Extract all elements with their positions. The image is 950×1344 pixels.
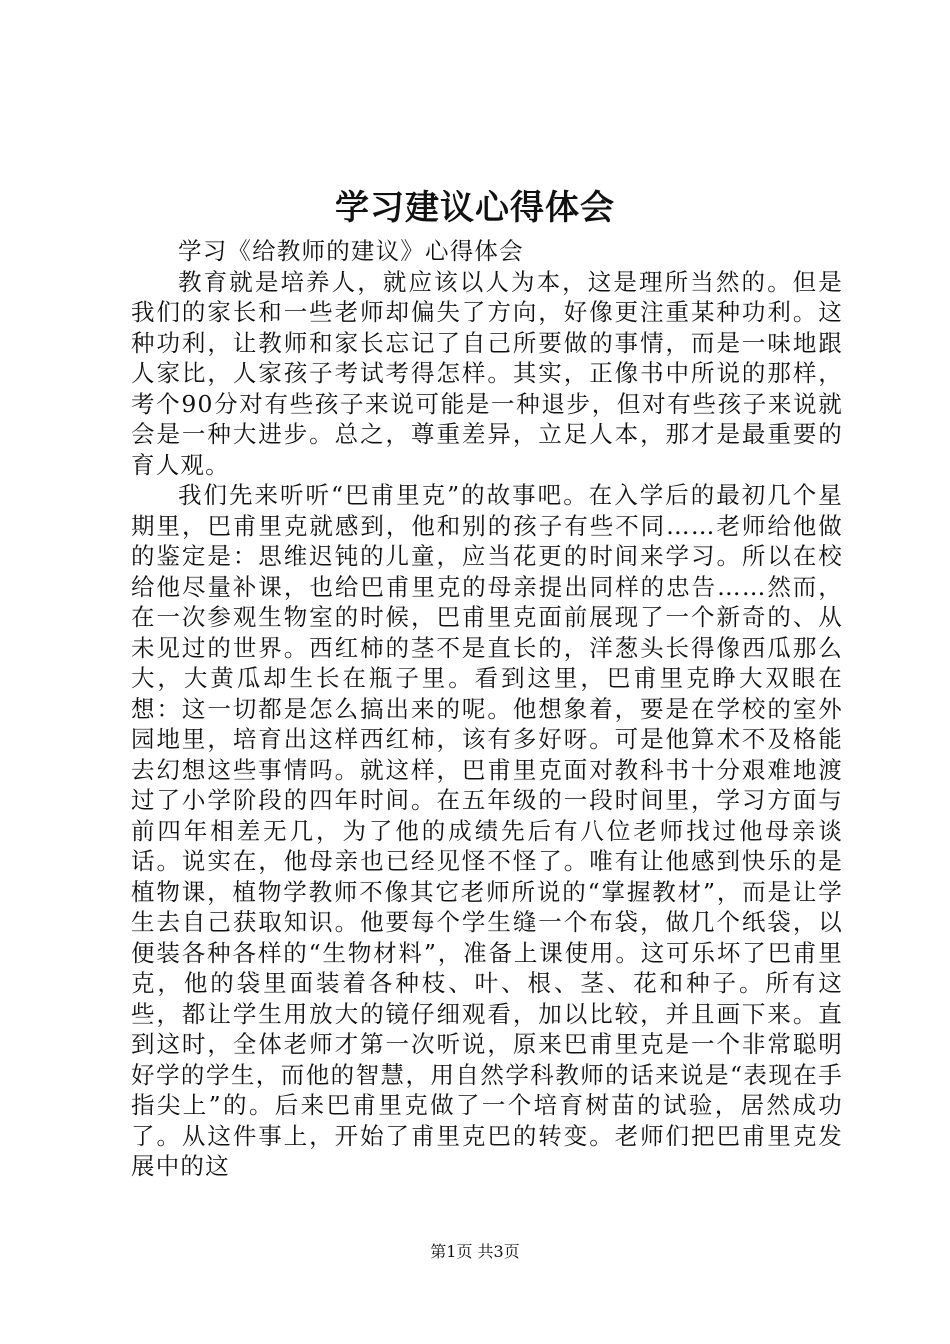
page-footer: 第1页 共3页 <box>430 1242 520 1261</box>
paragraph-1: 教育就是培养人，就应该以人为本，这是理所当然的。但是我们的家长和一些老师却偏失了方向，好像更注重某种功利。这种功利，让教师和家长忘记了自己所要做的事情，而是一味地跟人家比，人家孩子考试考得怎样。其实，正像书中所说的那样，考个90分对有些孩子来说可能是一种退步，但对有些孩子来说就会是一种大进步。总之，尊重差异，立足人本，那才是最重要的育人观。 <box>131 267 843 479</box>
paragraph-2: 我们先来听听“巴甫里克”的故事吧。在入学后的最初几个星期里，巴甫里克就感到，他和别的孩子有些不同……老师给他做的鉴定是：思维迟钝的儿童，应当花更的时间来学习。所以在校给他尽量补课，也给巴甫里克的母亲提出同样的忠告……然而，在一次参观生物室的时候，巴甫里克面前展现了一个新奇的、从未见过的世界。西红柿的茎不是直长的，洋葱头长得像西瓜那么大，大黄瓜却生长在瓶子里。看到这里，巴甫里克睁大双眼在想：这一切都是怎么搞出来的呢。他想象着，要是在学校的室外园地里，培育出这样西红柿，该有多好呀。可是他算术不及格能去幻想这些事情吗。就这样，巴甫里克面对教科书十分艰难地渡过了小学阶段的四年时间。在五年级的一段时间里，学习方面与前四年相差无几，为了他的成绩先后有八位老师找过他母亲谈话。说实在，他母亲也已经见怪不怪了。唯有让他感到快乐的是植物课，植物学教师不像其它老师所说的“掌握教材”，而是让学生去自己获取知识。他要每个学生缝一个布袋，做几个纸袋，以便装各种各样的“生物材料”，准备上课使用。这可乐坏了巴甫里克，他的袋里面装着各种枝、叶、根、茎、花和种子。所有这些，都让学生用放大的镜仔细观看，加以比较，并且画下来。直到这时，全体老师才第一次听说，原来巴甫里克是一个非常聪明好学的学生，而他的智慧，用自然学科教师的话来说是“表现在手指尖上”的。后来巴甫里克做了一个培育树苗的试验，居然成功了。从这件事上，开始了甫里克巴的转变。老师们把巴甫里克发展中的这 <box>131 481 843 1180</box>
document-body <box>131 236 843 1182</box>
document-subtitle: 学习《给教师的建议》心得体会 <box>178 237 524 265</box>
document-title: 学习建议心得体会 <box>335 188 615 228</box>
